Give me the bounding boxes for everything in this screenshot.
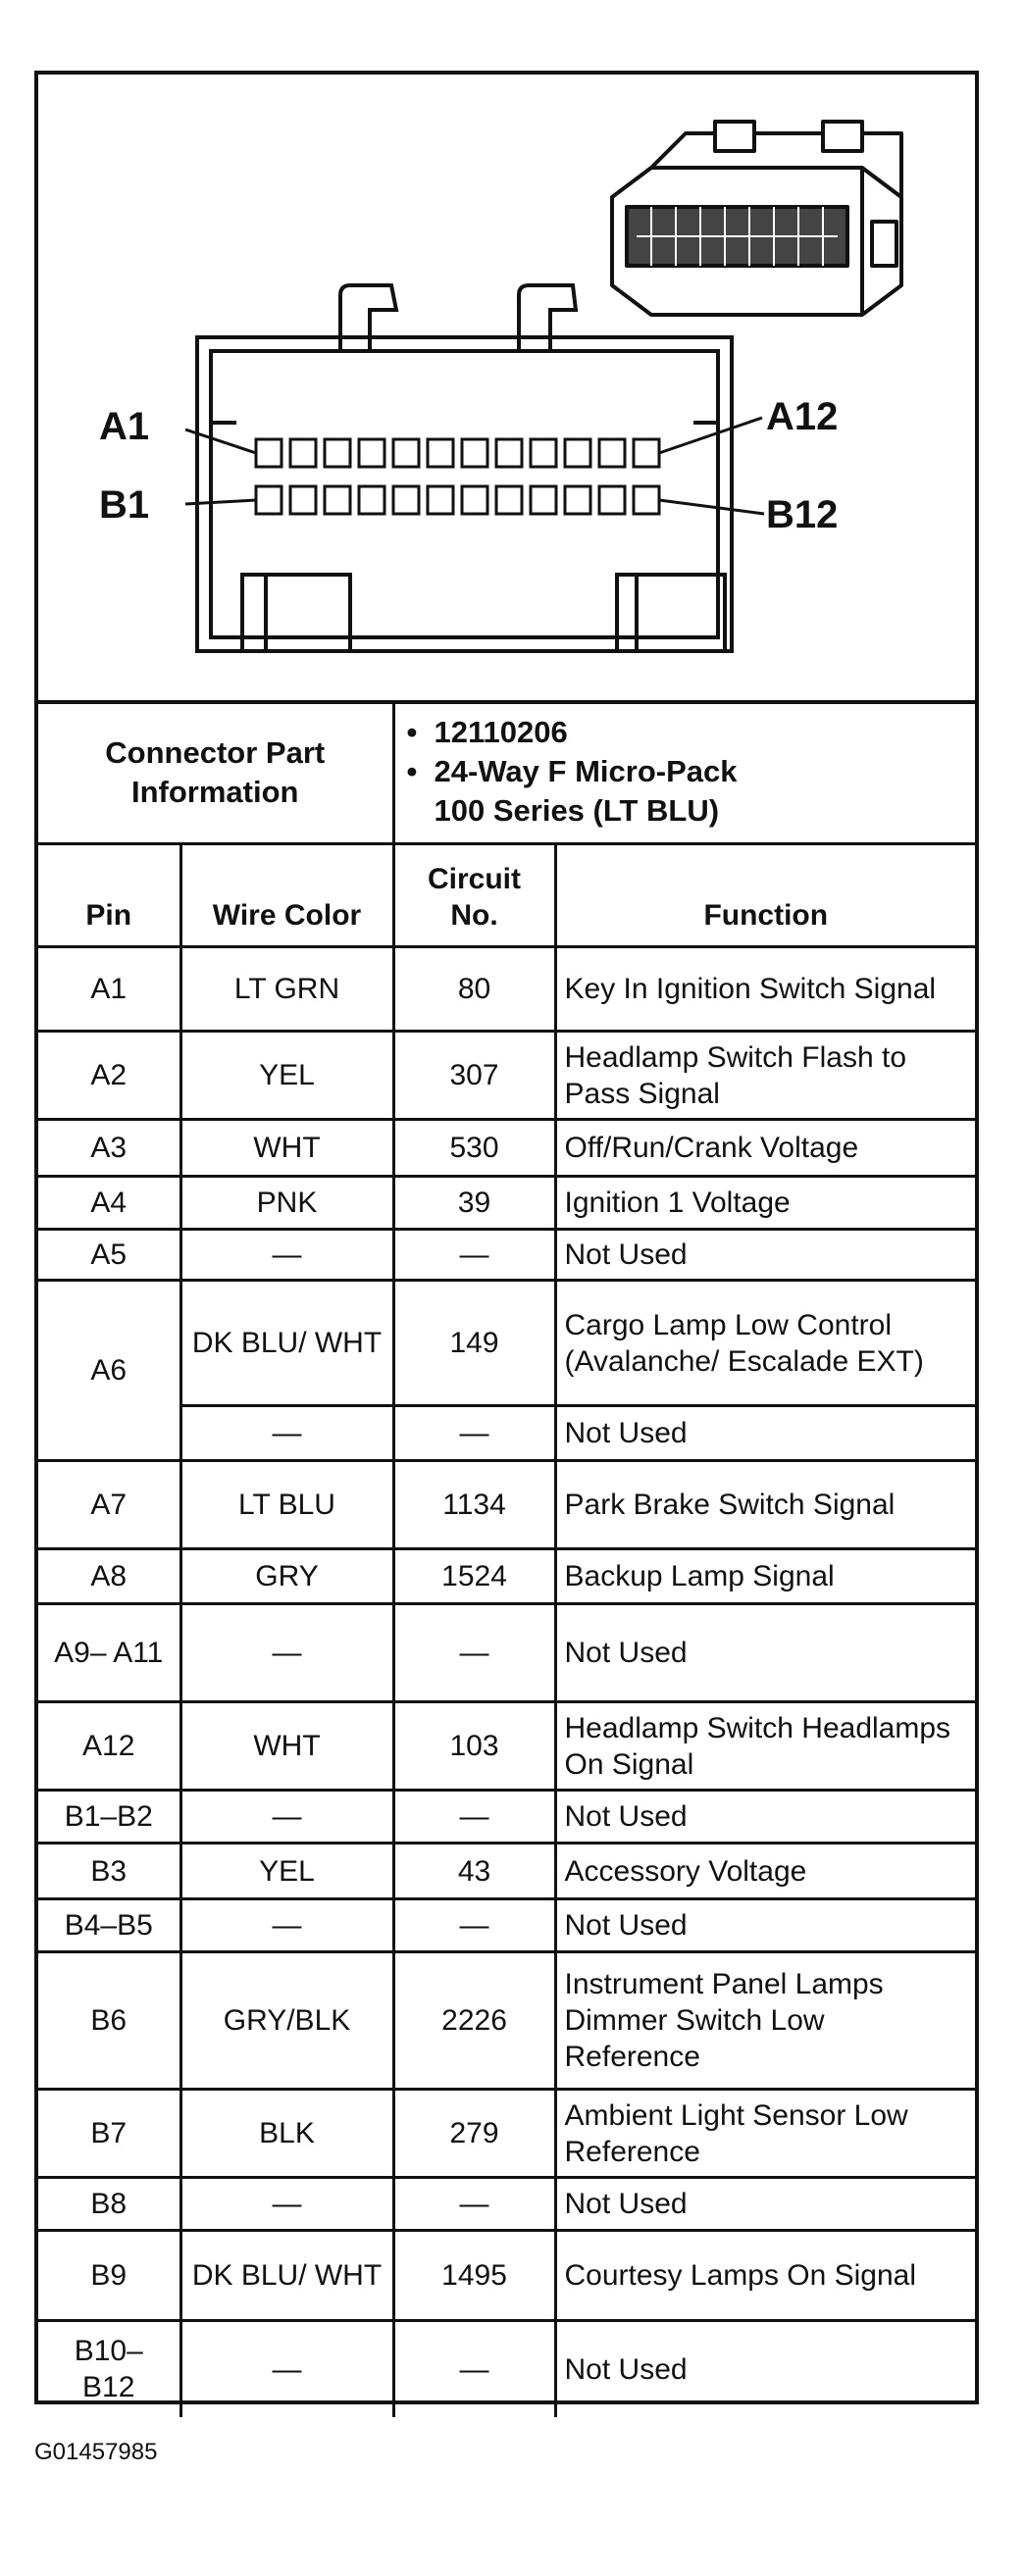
function-cell: Off/Run/Crank Voltage <box>555 1120 975 1177</box>
circuit-cell: 1495 <box>393 2231 555 2321</box>
circuit-cell: 80 <box>393 947 555 1032</box>
wire-color-cell: BLK <box>180 2090 393 2178</box>
figure-id: G01457985 <box>34 2439 158 2465</box>
wire-color-cell: PNK <box>180 1177 393 1230</box>
pin-cell: A4 <box>38 1177 180 1230</box>
header-function: Function <box>555 844 975 947</box>
wire-color-cell: DK BLU/ WHT <box>180 1281 393 1406</box>
wire-color-cell: WHT <box>180 1120 393 1177</box>
circuit-cell: — <box>393 2178 555 2231</box>
circuit-cell: — <box>393 1406 555 1461</box>
table-row <box>38 1281 975 1406</box>
pin-cell: A2 <box>38 1032 180 1120</box>
circuit-cell: 530 <box>393 1120 555 1177</box>
pin-cell: B6 <box>38 1952 180 2090</box>
header-row <box>38 844 975 947</box>
function-cell: Accessory Voltage <box>555 1844 975 1899</box>
wire-color-cell: WHT <box>180 1702 393 1791</box>
pin-cell: A3 <box>38 1120 180 1177</box>
wire-color-cell: YEL <box>180 1032 393 1120</box>
pin-cell: A1 <box>38 947 180 1032</box>
table-row <box>38 2178 975 2231</box>
function-cell: Not Used <box>555 1406 975 1461</box>
pin-cell: A5 <box>38 1230 180 1281</box>
function-cell: Headlamp Switch Headlamps On Signal <box>555 1702 975 1791</box>
wire-color-cell: — <box>180 1791 393 1844</box>
wire-color-cell: — <box>180 1899 393 1952</box>
pin-cell: B10– B12 <box>38 2321 180 2417</box>
table-row <box>38 1177 975 1230</box>
pin-cell: A12 <box>38 1702 180 1791</box>
table-row <box>38 947 975 1032</box>
circuit-cell: 307 <box>393 1032 555 1120</box>
wire-color-cell: GRY <box>180 1549 393 1604</box>
table-row <box>38 2321 975 2417</box>
function-cell: Not Used <box>555 1791 975 1844</box>
header-wire-color: Wire Color <box>180 844 393 947</box>
pin-label-b1: B1 <box>99 483 150 527</box>
connector-diagram <box>38 75 975 704</box>
function-cell: Not Used <box>555 1604 975 1702</box>
wire-color-cell: — <box>180 1230 393 1281</box>
function-cell: Not Used <box>555 2178 975 2231</box>
table-row <box>38 1791 975 1844</box>
circuit-cell: — <box>393 1230 555 1281</box>
connector-type: • 24-Way F Micro-Pack <box>435 752 964 791</box>
pin-cell: A7 <box>38 1461 180 1549</box>
circuit-cell: 43 <box>393 1844 555 1899</box>
table-row <box>38 1549 975 1604</box>
table-row <box>38 1604 975 1702</box>
part-info-details <box>393 702 975 844</box>
circuit-cell: 103 <box>393 1702 555 1791</box>
pin-cell: A9– A11 <box>38 1604 180 1702</box>
pin-cell: B9 <box>38 2231 180 2321</box>
circuit-cell: — <box>393 2321 555 2417</box>
circuit-cell: — <box>393 1791 555 1844</box>
table-row <box>38 1899 975 1952</box>
connector-3d-sketch <box>612 122 901 315</box>
table-row <box>38 2090 975 2178</box>
pin-cell: B1–B2 <box>38 1791 180 1844</box>
connector-sheet <box>34 71 979 2404</box>
wire-color-cell: — <box>180 2178 393 2231</box>
circuit-cell: 1134 <box>393 1461 555 1549</box>
pin-label-b12: B12 <box>766 493 839 536</box>
pin-cell: B4–B5 <box>38 1899 180 1952</box>
circuit-cell: — <box>393 1604 555 1702</box>
table-row <box>38 1952 975 2090</box>
circuit-cell: — <box>393 1899 555 1952</box>
table-row <box>38 1844 975 1899</box>
function-cell: Not Used <box>555 1230 975 1281</box>
function-cell: Not Used <box>555 1899 975 1952</box>
circuit-cell: 279 <box>393 2090 555 2178</box>
function-cell: Headlamp Switch Flash to Pass Signal <box>555 1032 975 1120</box>
function-cell: Ambient Light Sensor Low Reference <box>555 2090 975 2178</box>
header-circuit-no: Circuit No. <box>393 844 555 947</box>
function-cell: Not Used <box>555 2321 975 2417</box>
function-cell: Ignition 1 Voltage <box>555 1177 975 1230</box>
function-cell: Backup Lamp Signal <box>555 1549 975 1604</box>
part-info-row <box>38 702 975 844</box>
table-row <box>38 1032 975 1120</box>
table-row <box>38 1230 975 1281</box>
wire-color-cell: DK BLU/ WHT <box>180 2231 393 2321</box>
pin-label-a1: A1 <box>99 405 150 448</box>
wire-color-cell: LT GRN <box>180 947 393 1032</box>
table-row <box>38 2231 975 2321</box>
circuit-cell: 149 <box>393 1281 555 1406</box>
wire-color-cell: — <box>180 2321 393 2417</box>
part-info-label: Connector Part Information <box>38 702 393 844</box>
pin-cell: B3 <box>38 1844 180 1899</box>
wire-color-cell: LT BLU <box>180 1461 393 1549</box>
function-cell: Park Brake Switch Signal <box>555 1461 975 1549</box>
pinout-table <box>38 700 975 2417</box>
wire-color-cell: YEL <box>180 1844 393 1899</box>
wire-color-cell: — <box>180 1604 393 1702</box>
function-cell: Cargo Lamp Low Control (Avalanche/ Escalade EXT) <box>555 1281 975 1406</box>
pin-cell: B8 <box>38 2178 180 2231</box>
table-row <box>38 1702 975 1791</box>
circuit-cell: 2226 <box>393 1952 555 2090</box>
pin-cell: B7 <box>38 2090 180 2178</box>
connector-series: 100 Series (LT BLU) <box>434 793 720 828</box>
function-cell: Instrument Panel Lamps Dimmer Switch Low Reference <box>555 1952 975 2090</box>
pin-label-a12: A12 <box>766 395 839 438</box>
pin-cell: A8 <box>38 1549 180 1604</box>
pin-cell: A6 <box>38 1281 180 1461</box>
function-cell: Courtesy Lamps On Signal <box>555 2231 975 2321</box>
circuit-cell: 1524 <box>393 1549 555 1604</box>
wire-color-cell: — <box>180 1406 393 1461</box>
part-number: • 12110206 <box>435 713 964 752</box>
function-cell: Key In Ignition Switch Signal <box>555 947 975 1032</box>
wire-color-cell: GRY/BLK <box>180 1952 393 2090</box>
circuit-cell: 39 <box>393 1177 555 1230</box>
table-row <box>38 1461 975 1549</box>
header-pin: Pin <box>38 844 180 947</box>
table-row <box>38 1120 975 1177</box>
connector-face-illustration <box>38 75 975 700</box>
